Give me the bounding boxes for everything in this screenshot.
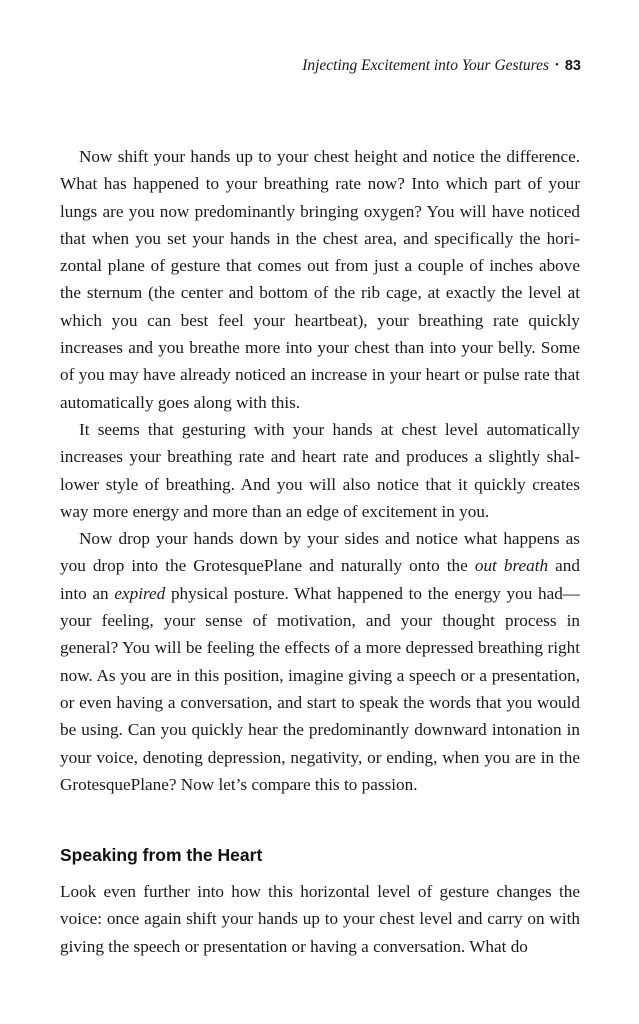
page-number: 83: [564, 58, 581, 74]
emphasis-out-breath: out breath: [474, 556, 549, 576]
body-text: [60, 143, 580, 798]
paragraph-3-part-2: and into an: [60, 556, 580, 603]
header-separator: •: [555, 59, 559, 71]
paragraph-1: Now shift your hands up to your chest height and notice the difference. What has happened to your breathing rate now? Into which part of your lungs are you now predominantly bringing oxygen? You will have noticed that when you set your hands in the chest area, and specifically the horizontal plane of gesture that comes out from just a couple of inches above the sternum (the center and bottom of the rib cage, at exactly the level at which you can best feel your heartbeat), your breathing rate quickly increases and you breathe more into your chest than into your belly. Some of you may have already noticed an increase in your heart or pulse rate that automatically goes along with this.: [60, 147, 580, 412]
section-heading: Speaking from the Heart: [60, 845, 263, 865]
paragraph-3: [60, 525, 580, 798]
paragraph-3-part-1: Now drop your hands down by your sides and notice what happens as you drop into the GrotesquePlane and naturally onto the: [60, 529, 580, 576]
section-paragraph: Look even further into how this horizontal level of gesture changes the voice: once again shift your hands up to your chest level and carry on with giving the speech or presentation or having a conversation. What do: [60, 882, 580, 956]
paragraph-2: It seems that gesturing with your hands at chest level automatically increases your breathing rate and heart rate and produces a slightly shallower style of breathing. And you will also notice that it quickly creates way more energy and more than an edge of excitement in you.: [60, 419, 580, 521]
paragraph-3-part-3: physical posture. What happened to the energy you had—your feeling, your sense of motivation, and your thought process in general? You will be feeling the effects of a more depressed breathing right now. As you are in this position, imagine giving a speech or a presentation, or even having a conversation, and start to speak the words that you would be using. Can you quickly hear the predominantly downward intonation in your voice, denoting depression, negativity, or ending, when you are in the GrotesquePlane? Now let’s compare this to passion.: [60, 583, 580, 794]
running-header: [302, 57, 581, 75]
section-body: [60, 878, 580, 960]
running-title: Injecting Excitement into Your Gestures: [302, 57, 549, 74]
emphasis-expired: expired: [114, 583, 166, 603]
